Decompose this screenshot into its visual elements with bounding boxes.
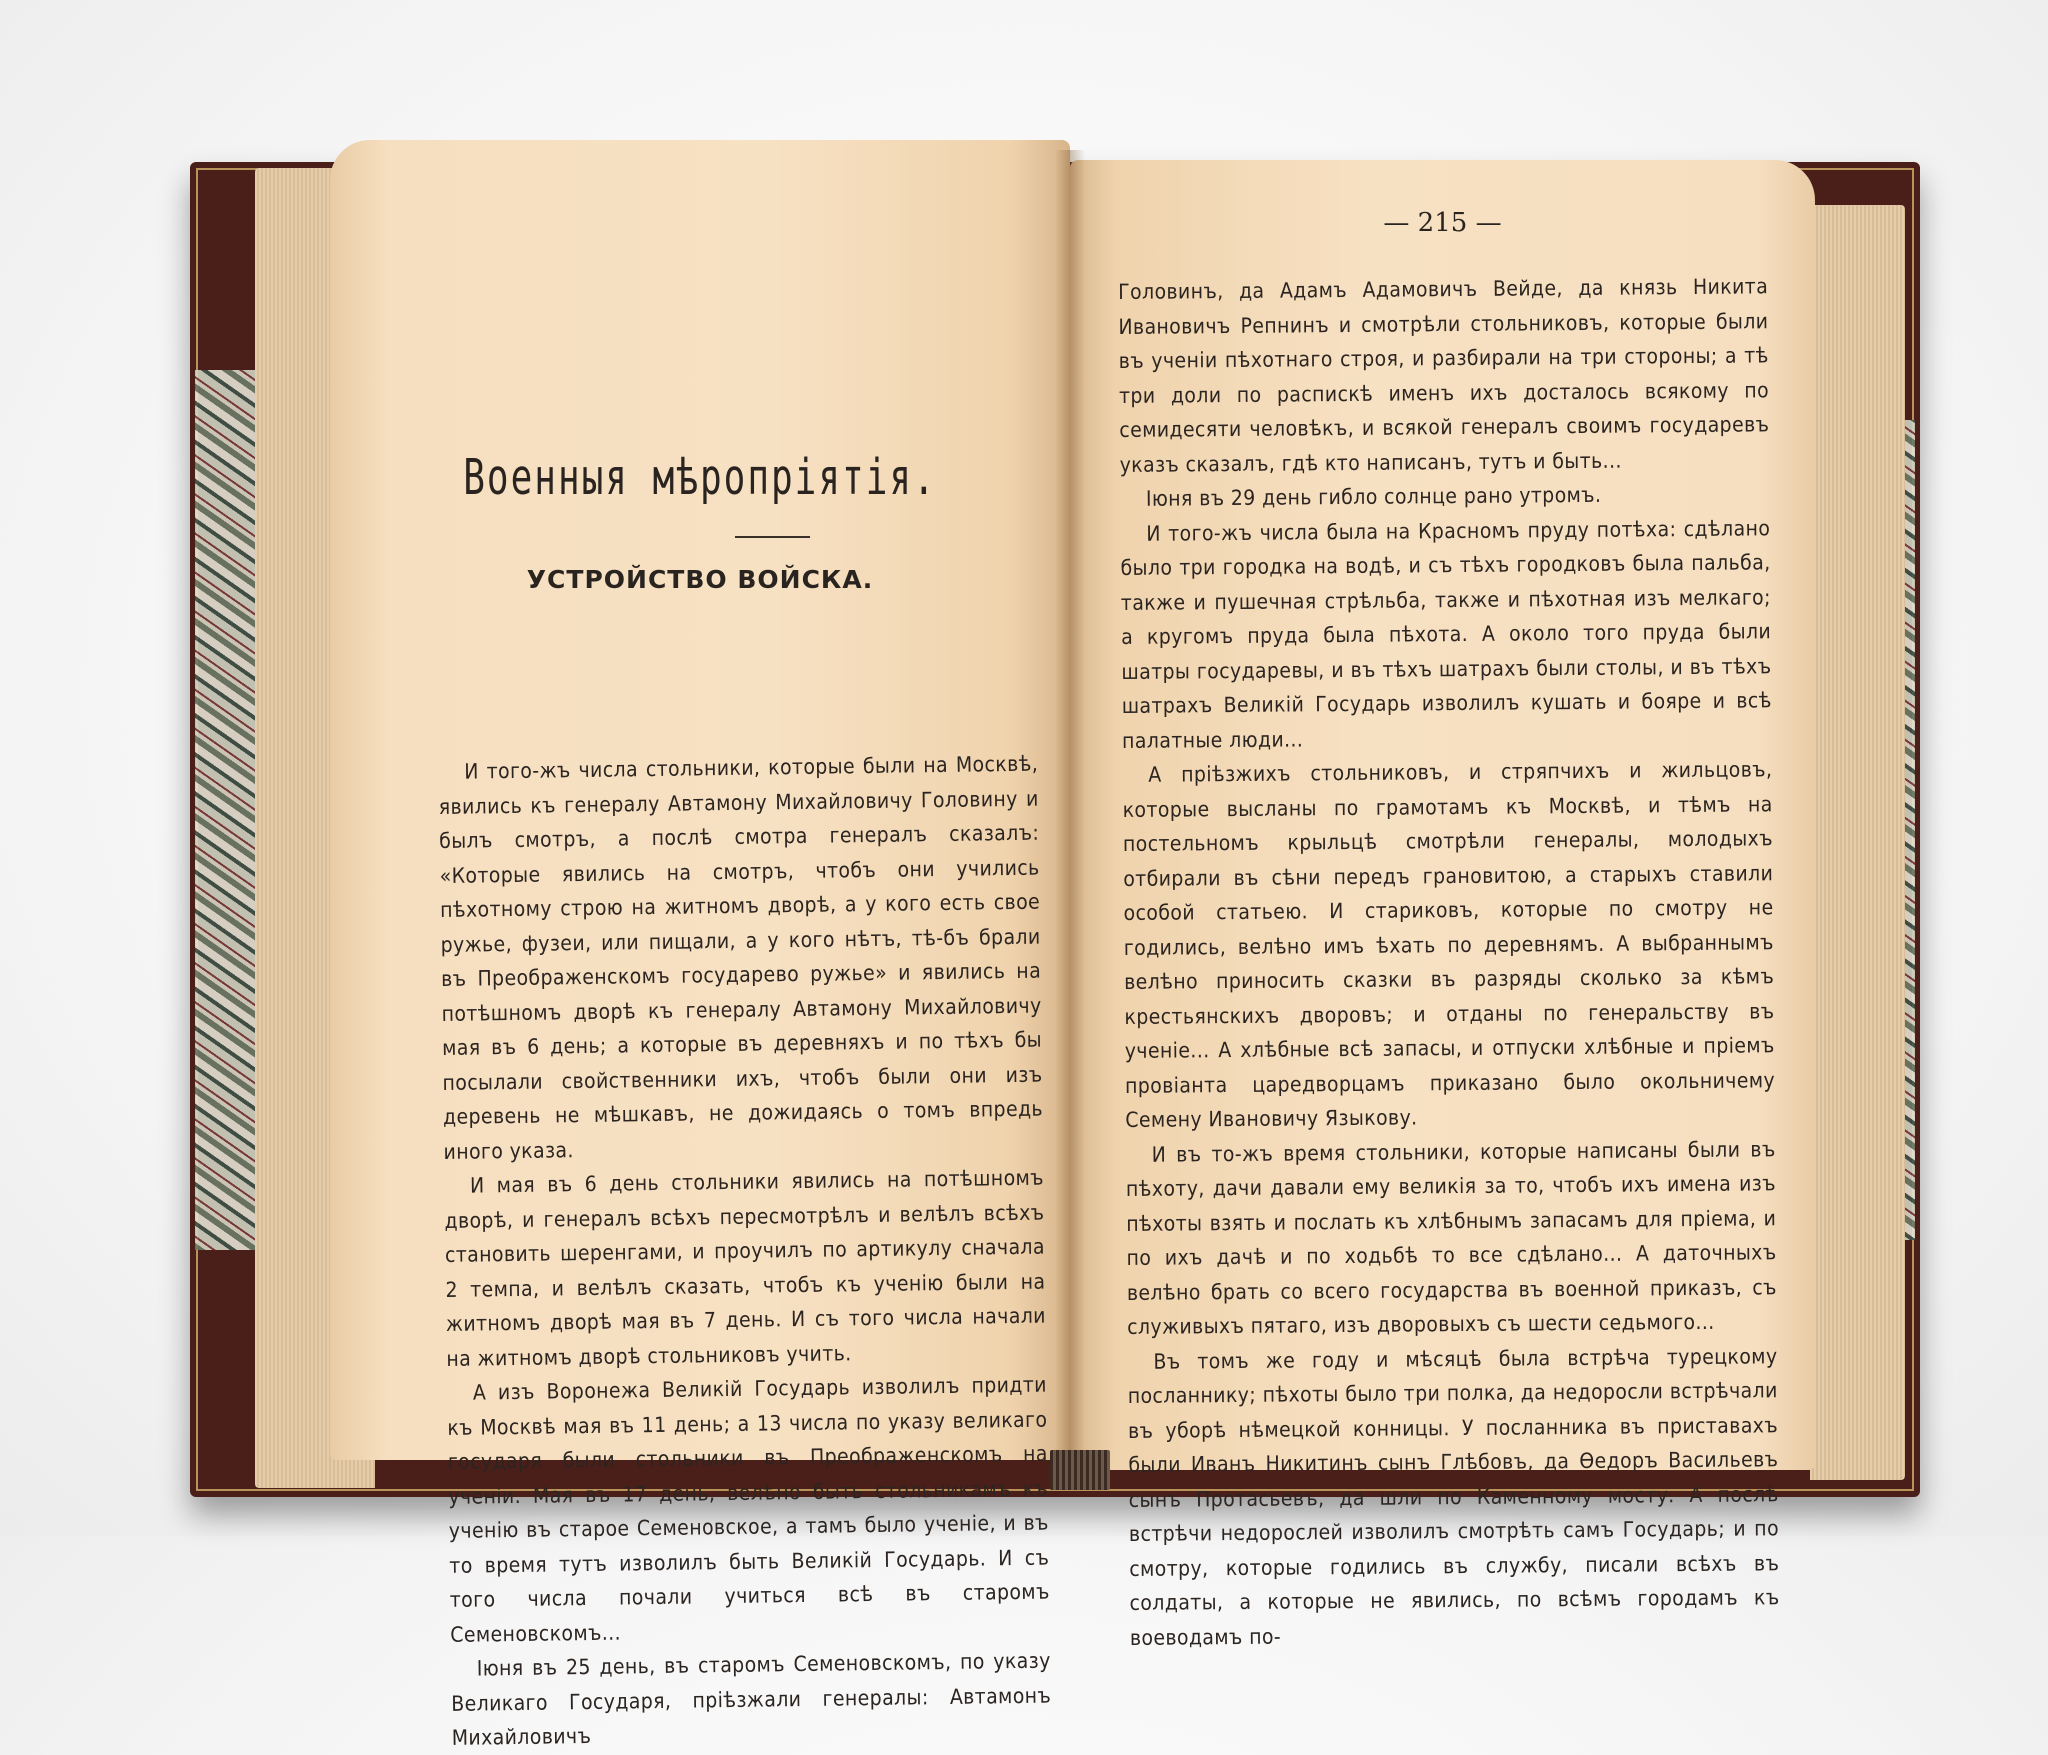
paragraph: И мая въ 6 день стольники явились на потѣшномъ дворѣ, и генералъ всѣхъ пересмотрѣлъ и велѣлъ всѣхъ становить шеренгами, и проучилъ по артикулу сначала 2 темпа, и велѣлъ сказать, чтобъ къ ученію были на житномъ дворѣ мая въ 7 день. И съ того числа начали на житномъ дворѣ стольниковъ учить.: [444, 1165, 1047, 1371]
book-gutter: [1055, 150, 1085, 1480]
paragraph: И того-жъ числа была на Красномъ пруду потѣха: сдѣлано было три городка на водѣ, и съ тѣхъ городковъ была пальба, также и пушечная стрѣльба, также и пѣхотная изъ мелкаго; а кругомъ пруда была пѣхота. А около того пруда были шатры государевы, и въ тѣхъ шатрахъ были столы, и въ тѣхъ шатрахъ Великій Государь изволилъ кушать и бояре и всѣ палатные люди...: [1120, 515, 1772, 753]
ribbon-bookmark: [1050, 1450, 1110, 1490]
right-page-text: [1118, 269, 1780, 1655]
page-number: — 215 —: [1383, 208, 1502, 238]
paragraph: Іюня въ 25 день, въ старомъ Семеновскомъ, по указу Великаго Государя, пріѣзжали генералы: Автамонъ Михайловичъ: [451, 1648, 1052, 1750]
paragraph: Въ томъ же году и мѣсяцѣ была встрѣча турецкому посланнику; пѣхоты было три полка, да недоросли встрѣчали въ уборѣ нѣмецкой конницы. У посланника въ приставахъ были Иванъ Никитинъ сынъ Глѣбовъ, да Ѳедоръ Васильевъ сынъ Протасьевъ, да шли по Каменному мосту. А послѣ встрѣчи недорослей изволилъ смотрѣть самъ Государь; и по смотру, которые годились въ службу, писали всѣхъ въ солдаты, а которые не явились, по всѣмъ городамъ къ воеводамъ по-: [1127, 1343, 1780, 1650]
chapter-title: Военныя мѣропріятія.: [463, 450, 937, 507]
left-page: [330, 140, 1070, 1750]
page-stack-right: [1810, 205, 1905, 1480]
title-rule: [735, 536, 810, 538]
paragraph: И того-жъ числа стольники, которые были на Москвѣ, явились къ генералу Автамону Михайловичу Головину и былъ смотръ, а послѣ смотра генералъ сказалъ: «Которые явились на смотръ, чтобъ они учились пѣхотному строю на житномъ дворѣ, а у кого есть свое ружье, фузеи, или пищали, а у кого нѣтъ, тѣ-бъ брали въ Преображенскомъ государево ружье» и явились на потѣшномъ дворѣ къ генералу Автамону Михайловичу мая въ 6 день; а которые въ деревняхъ и по тѣхъ бы посылали свойственники ихъ, чтобъ были они изъ деревень не мѣшкавъ, не дожидаясь о томъ впредь иного указа.: [438, 751, 1044, 1164]
section-title: УСТРОЙСТВО ВОЙСКА.: [526, 565, 874, 594]
left-page-text: [438, 747, 1052, 1755]
paragraph: А изъ Воронежа Великій Государь изволилъ придти къ Москвѣ мая въ 11 день; а 13 числа по указу великаго государя были стольники въ Преображенскомъ на ученіи. Мая въ 17 день, велѣно быть стольникамъ къ ученію въ старое Семеновское, а тамъ было ученіе, и въ то время тутъ изволилъ быть Великій Государь. И съ того числа почали учиться всѣ въ старомъ Семеновскомъ...: [447, 1372, 1050, 1647]
paragraph: А пріѣзжихъ стольниковъ, и стряпчихъ и жильцовъ, которые высланы по грамотамъ къ Москвѣ, и тѣмъ на постельномъ крыльцѣ смотрѣли генералы, молодыхъ отбирали въ сѣни передъ грановитою, а старыхъ ставили особой статьею. И стариковъ, которые по смотру не годились, велѣно имъ ѣхать по деревнямъ. А выбраннымъ велѣно приносить сказки въ разряды сколько за кѣмъ крестьянскихъ дворовъ; и отданы по генеральству въ ученіе... А хлѣбные всѣ запасы, и отпуски хлѣбные и пріемъ провіанта царедворцамъ приказано было окольничему Семену Ивановичу Языкову.: [1122, 757, 1776, 1132]
paragraph: Іюня въ 29 день гибло солнце рано утромъ.: [1145, 482, 1602, 511]
paragraph: И въ то-жъ время стольники, которые написаны были въ пѣхоту, дачи давали ему великія за то, чтобъ ихъ имена изъ пѣхоты взять и послать къ хлѣбнымъ запасамъ для пріема, и по ихъ дачѣ и по ходьбѣ то все сдѣлано... А даточныхъ велѣно брать со всего государства въ военной приказъ, съ служивыхъ пятаго, изъ дворовыхъ съ шести седьмого...: [1125, 1136, 1777, 1339]
paragraph: Головинъ, да Адамъ Адамовичъ Вейде, да князь Никита Ивановичъ Репнинъ и смотрѣли стольниковъ, которые были въ ученіи пѣхотнаго строя, и разбирали на три стороны; а тѣ три доли по распискѣ именъ ихъ досталось всякому по семидесяти человѣкъ, и всякой генералъ своимъ государевъ указъ сказалъ, гдѣ кто написанъ, тутъ и быть...: [1118, 274, 1770, 477]
right-page: [1070, 160, 1815, 1650]
